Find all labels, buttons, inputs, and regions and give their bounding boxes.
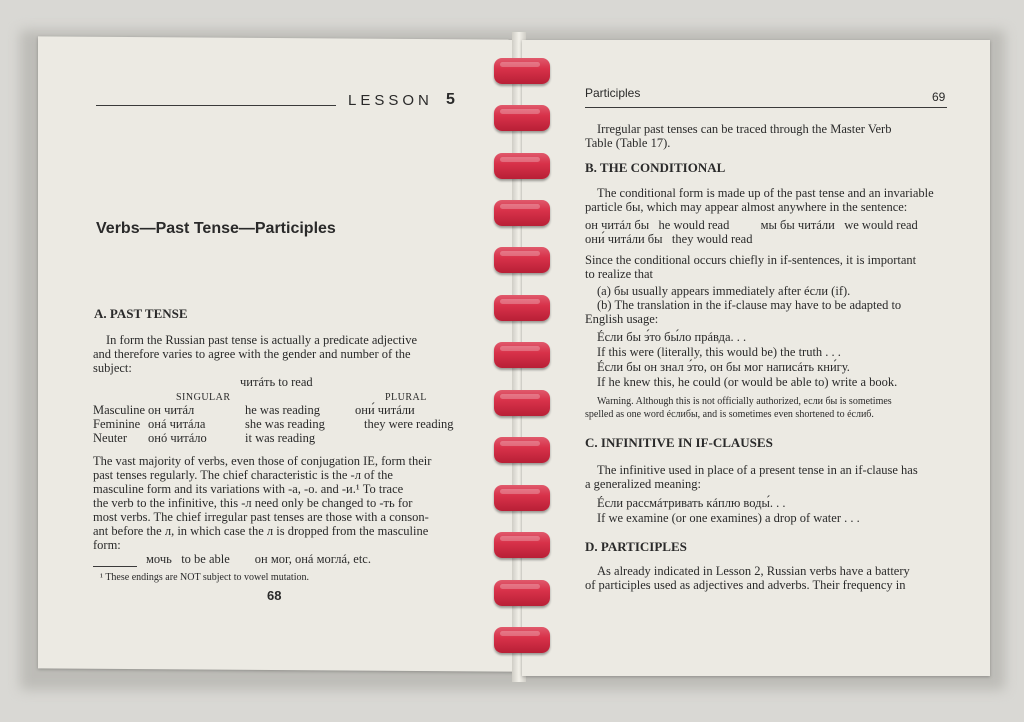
example-line: мочь to be able он мог, онá моглá, etc. xyxy=(146,552,371,566)
spiral-coil xyxy=(494,153,550,179)
section-b-heading: B. THE CONDITIONAL xyxy=(585,160,726,175)
warning-line: spelled as one word éслибы, and is sometimes even shortened to éслиб. xyxy=(585,409,874,420)
para1-line1: In form the Russian past tense is actually a predicate adjective xyxy=(106,333,417,347)
d-para-line: of participles used as adjectives and adverbs. Their frequency in xyxy=(585,578,906,592)
row-ru: онá читáла xyxy=(148,417,206,431)
row-en: he was reading xyxy=(245,403,320,417)
b-example: Éсли бы он знал э́то, он бы мог написáть кни́гу. xyxy=(597,360,850,374)
page-number-left: 68 xyxy=(267,588,282,603)
row-en: it was reading xyxy=(245,431,316,445)
para1-line2: and therefore varies to agree with the gender and number of the xyxy=(93,347,411,361)
section-d-heading: D. PARTICIPLES xyxy=(585,539,687,554)
b-list-item: English usage: xyxy=(585,312,659,326)
b-para-line: particle бы, which may appear almost anywhere in the sentence: xyxy=(585,200,908,214)
b-example: Éсли бы э́то бы́ло прáвда. . . xyxy=(597,330,747,344)
para2-line: most verbs. The chief irregular past tenses are those with a conson- xyxy=(93,510,429,524)
row-ru: он читáл xyxy=(148,403,195,417)
para1-line3: subject: xyxy=(93,361,132,375)
para2-line: masculine form and its variations with -а, -о. and -и.¹ To trace xyxy=(93,482,404,496)
intro-line: Irregular past tenses can be traced through the Master Verb xyxy=(597,122,892,136)
c-example: If we examine (or one examines) a drop of water . . . xyxy=(597,511,860,525)
page-number-right: 69 xyxy=(932,90,946,104)
spiral-coil xyxy=(494,532,550,558)
col-singular: SINGULAR xyxy=(176,392,231,403)
row-ru: онó читáло xyxy=(148,431,207,445)
c-example: Éсли рассмáтривать кáплю воды́. . . xyxy=(597,496,786,510)
row-label: Masculine xyxy=(93,403,146,417)
b-para2-line: Since the conditional occurs chiefly in if-sentences, it is important xyxy=(585,253,917,267)
b-example: они́ читáли бы they would read xyxy=(585,232,753,246)
para2-line: form: xyxy=(93,538,121,552)
para2-line: past tenses regularly. The chief characteristic is the -л of the xyxy=(93,468,393,482)
spiral-coil xyxy=(494,58,550,84)
b-list-item: (a) бы usually appears immediately after éсли (if). xyxy=(597,284,851,298)
spiral-coil xyxy=(494,627,550,653)
para2-line: The vast majority of verbs, even those of conjugation IE, form their xyxy=(93,454,432,468)
spiral-coil xyxy=(494,247,550,273)
row-plural: они́ читáли xyxy=(355,403,415,417)
spiral-coil xyxy=(494,580,550,606)
b-list-item: (b) The translation in the if-clause may have to be adapted to xyxy=(597,298,902,312)
row-plural: they were reading xyxy=(364,417,454,431)
para2-line: the verb to the infinitive, this -л need only be changed to -ть for xyxy=(93,496,413,510)
d-para-line: As already indicated in Lesson 2, Russian verbs have a battery xyxy=(597,564,910,578)
col-plural: PLURAL xyxy=(385,392,427,403)
spiral-coil xyxy=(494,342,550,368)
spiral-coil xyxy=(494,390,550,416)
footnote-rule xyxy=(93,566,137,567)
section-c-heading: C. INFINITIVE IN IF-CLAUSES xyxy=(585,435,773,450)
running-head: Participles xyxy=(585,86,641,100)
spiral-coil xyxy=(494,485,550,511)
lesson-number: 5 xyxy=(446,91,455,108)
spiral-coil xyxy=(494,437,550,463)
table-head: читáть to read xyxy=(240,375,313,389)
b-example: он читáл бы he would read мы бы читáли we would read xyxy=(585,218,918,232)
warning-line: Warning. Although this is not officially authorized, если бы is sometimes xyxy=(597,396,892,407)
header-rule xyxy=(96,105,336,106)
spiral-coil xyxy=(494,105,550,131)
b-para2-line: to realize that xyxy=(585,267,654,281)
spiral-coil xyxy=(494,295,550,321)
chapter-title: Verbs—Past Tense—Participles xyxy=(96,220,336,237)
para2-line: ant before the л, in which case the л is dropped from the masculine xyxy=(93,524,429,538)
running-head-rule xyxy=(585,107,947,108)
b-para-line: The conditional form is made up of the past tense and an invariable xyxy=(597,186,934,200)
row-label: Neuter xyxy=(93,431,128,445)
section-a-heading: A. PAST TENSE xyxy=(94,306,188,321)
footnote: ¹ These endings are NOT subject to vowel mutation. xyxy=(100,572,309,583)
c-para-line: The infinitive used in place of a present tense in an if-clause has xyxy=(597,463,918,477)
lesson-label: LESSON xyxy=(348,92,433,109)
row-en: she was reading xyxy=(245,417,325,431)
b-example: If this were (literally, this would be) the truth . . . xyxy=(597,345,841,359)
c-para-line: a generalized meaning: xyxy=(585,477,701,491)
spiral-coil xyxy=(494,200,550,226)
intro-line: Table (Table 17). xyxy=(585,136,671,150)
row-label: Feminine xyxy=(93,417,141,431)
b-example: If he knew this, he could (or would be able to) write a book. xyxy=(597,375,898,389)
